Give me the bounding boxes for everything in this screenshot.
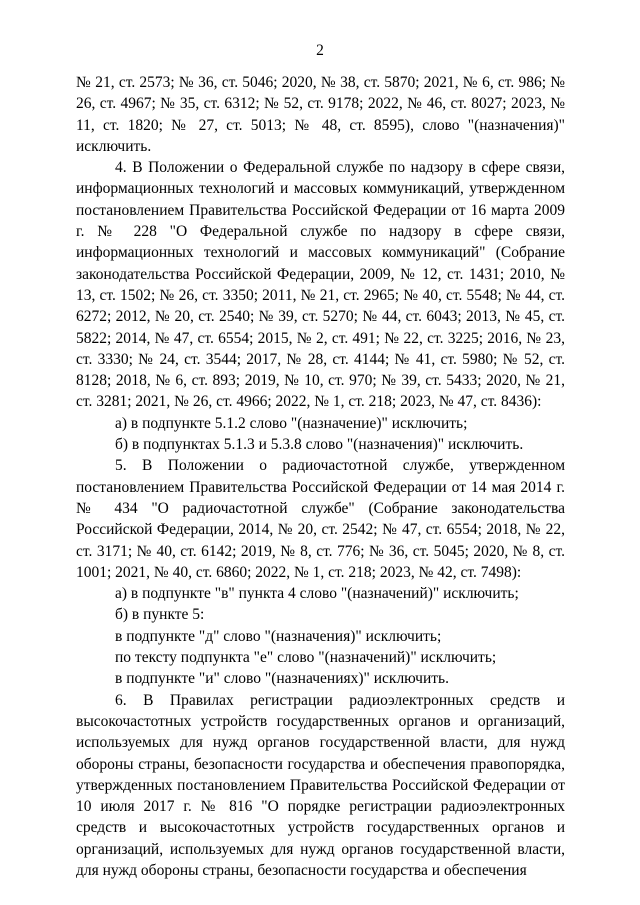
page-number: 2: [316, 42, 324, 59]
paragraph-item-5b-i: в подпункте "и" слово "(назначениях)" исключить.: [115, 670, 449, 688]
paragraph-item-5b: б) в пункте 5:: [115, 606, 205, 624]
paragraph-item-4a: а) в подпункте 5.1.2 слово "(назначение)" исключить;: [115, 414, 468, 432]
paragraph-item-5b-e: по тексту подпункта "е" слово "(назначений)" исключить;: [115, 649, 497, 667]
paragraph-item-4b: б) в подпунктах 5.1.3 и 5.3.8 слово "(назначения)" исключить.: [115, 436, 524, 454]
paragraph-item-5a: а) в подпункте "в" пункта 4 слово "(назначений)" исключить;: [115, 585, 519, 603]
paragraph-item-6: 6. В Правилах регистрации радиоэлектронных средств и высокочастотных устройств государственных органов и организаций, используемых для нужд органов государственной власти, для нужд обороны страны, безопасности государства и обеспечения правопорядка, утвержденных постановлением Правительства Российской Федерации от 10 июля 2017 г. № 816 "О порядке регистрации радиоэлектронных средств и высокочастотных устройств государственных органов и организаций, используемых для нужд органов государственной власти, для нужд обороны страны, безопасности государства и обеспечения: [76, 691, 565, 879]
paragraph-item-4: 4. В Положении о Федеральной службе по надзору в сфере связи, информационных технологий и массовых коммуникаций, утвержденном постановлением Правительства Российской Федерации от 16 марта 2009 г. № 228 "О Федеральной службе по надзору в сфере связи, информационных технологий и массовых коммуникаций" (Собрание законодательства Российской Федерации, 2009, № 12, ст. 1431; 2010, № 13, ст. 1502; № 26, ст. 3350; 2011, № 21, ст. 2965; № 40, ст. 5548; № 44, ст. 6272; 2012, № 20, ст. 2540; № 39, ст. 5270; № 44, ст. 6043; 2013, № 45, ст. 5822; 2014, № 47, ст. 6554; 2015, № 2, ст. 491; № 22, ст. 3225; 2016, № 23, ст. 3330; № 24, ст. 3544; 2017, № 28, ст. 4144; № 41, ст. 5980; № 52, ст. 8128; 2018, № 6, ст. 893; 2019, № 10, ст. 970; № 39, ст. 5433; 2020, № 21, ст. 3281; 2021, № 26, ст. 4966; 2022, № 1, ст. 218; 2023, № 47, ст. 8436):: [76, 159, 565, 411]
paragraph-item-5b-d: в подпункте "д" слово "(назначения)" исключить;: [115, 627, 442, 645]
paragraph-item-5: 5. В Положении о радиочастотной службе, утвержденном постановлением Правительства Российской Федерации от 14 мая 2014 г. № 434 "О радиочастотной службе" (Собрание законодательства Российской Федерации, 2014, № 20, ст. 2542; № 47, ст. 6554; 2018, № 22, ст. 3171; № 40, ст. 6142; 2019, № 8, ст. 776; № 36, ст. 5045; 2020, № 8, ст. 1001; 2021, № 40, ст. 6860; 2022, № 1, ст. 218; 2023, № 42, ст. 7498):: [76, 457, 565, 581]
document-body: [76, 72, 565, 881]
paragraph-continuation: № 21, ст. 2573; № 36, ст. 5046; 2020, № 38, ст. 5870; 2021, № 6, ст. 986; № 26, ст. 4967; № 35, ст. 6312; № 52, ст. 9178; 2022, № 46, ст. 8027; 2023, № 11, ст. 1820; № 27, ст. 5013; № 48, ст. 8595), слово "(назначения)" исключить.: [76, 74, 565, 155]
